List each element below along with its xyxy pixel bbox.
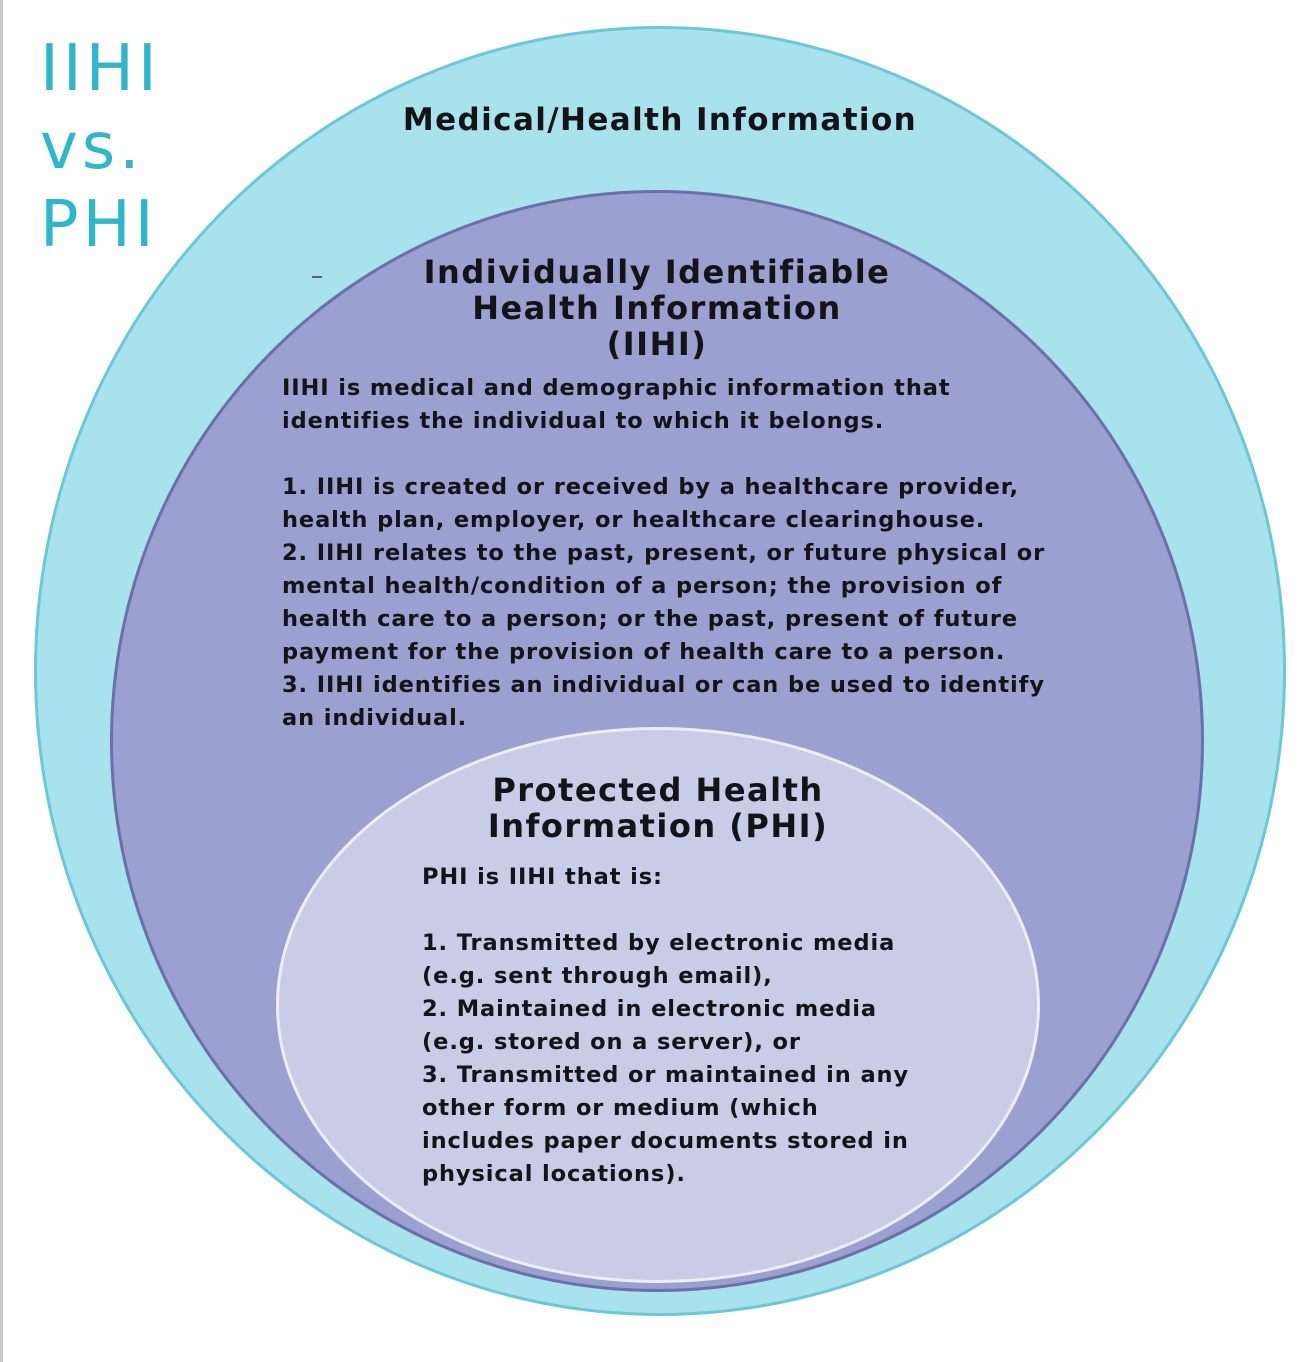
- left-border-line: [0, 0, 3, 1362]
- phi-title-line-2: Information (PHI): [487, 807, 829, 845]
- medical-health-information-title: Medical/Health Information: [402, 102, 918, 138]
- corner-title-line-1: IIHI: [40, 32, 161, 106]
- phi-body-line-4: 2. Maintained in electronic media: [422, 996, 877, 1022]
- phi-body-line-6: 3. Transmitted or maintained in any: [422, 1062, 910, 1088]
- corner-title-line-3: PHI: [40, 188, 158, 262]
- iihi-body-line-6: mental health/condition of a person; the provision of: [282, 573, 1003, 599]
- phi-body-line-9: physical locations).: [422, 1161, 686, 1187]
- phi-title-line-1: Protected Health: [492, 771, 824, 809]
- phi-body-line-3: (e.g. sent through email),: [422, 963, 773, 989]
- iihi-body-line-9: 3. IIHI identifies an individual or can be used to identify: [282, 672, 1045, 698]
- phi-body-line-2: 1. Transmitted by electronic media: [422, 930, 896, 956]
- iihi-body-line-5: 2. IIHI relates to the past, present, or future physical or: [282, 540, 1046, 566]
- iihi-body-line-8: payment for the provision of health care to a person.: [282, 639, 1006, 665]
- iihi-title-line-3: (IIHI): [606, 325, 708, 363]
- iihi-body-line-2: identifies the individual to which it belongs.: [282, 408, 885, 434]
- iihi-body-line-7: health care to a person; or the past, present of future: [282, 606, 1019, 632]
- phi-body-line-5: (e.g. stored on a server), or: [422, 1029, 801, 1055]
- iihi-body-line-3: 1. IIHI is created or received by a healthcare provider,: [282, 474, 1019, 500]
- corner-title-line-2: vs.: [40, 110, 144, 184]
- iihi-title-line-2: Health Information: [472, 289, 842, 327]
- iihi-body-line-1: IIHI is medical and demographic information that: [282, 375, 951, 401]
- phi-body-line-7: other form or medium (which: [422, 1095, 819, 1121]
- phi-body-line-8: includes paper documents stored in: [422, 1128, 909, 1154]
- iihi-body-line-4: health plan, employer, or healthcare clearinghouse.: [282, 507, 986, 533]
- iihi-title-line-1: Individually Identifiable: [423, 253, 891, 291]
- iihi-body-line-10: an individual.: [282, 705, 468, 731]
- corner-title: [40, 30, 161, 264]
- phi-body-line-1: PHI is IIHI that is:: [422, 864, 663, 890]
